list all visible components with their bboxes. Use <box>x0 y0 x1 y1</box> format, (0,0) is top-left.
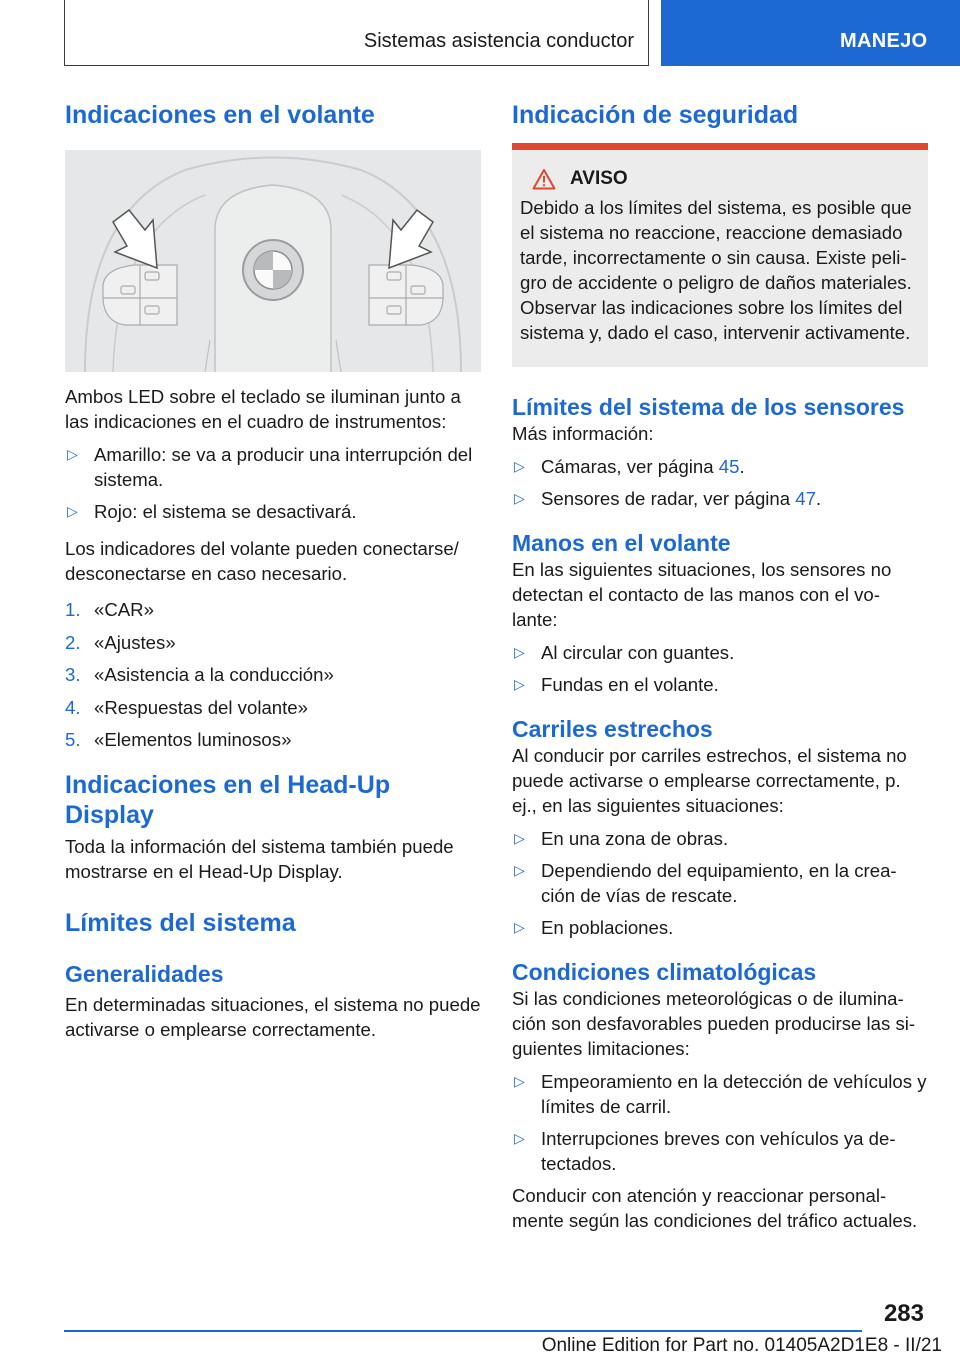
list-item: 1. «CAR» <box>65 599 154 620</box>
left-column <box>65 100 481 1042</box>
heading-general: Generalidades <box>65 961 224 987</box>
paragraph-more-info: Más información: <box>512 423 654 444</box>
paragraph-drive: Conducir con atención y reaccionar personal- mente según las condiciones del tráfico actuales. <box>512 1185 918 1231</box>
list-item: ▷ Sensores de radar, ver página 47. <box>512 486 928 511</box>
footer-divider <box>64 1330 862 1332</box>
list-item: ▷ Fundas en el volante. <box>512 672 928 697</box>
warning-text: Debido a los límites del sistema, es posible que el sistema no reaccione, reaccione demasiado tarde, incorrectamente o sin causa. Existe peli- gro de accidente o peligro de daños materiales. Observar las indicaciones sobre los límites del sistema y, dado el caso, intervenir activamente. <box>520 197 912 343</box>
heading-safety: Indicación de seguridad <box>512 101 799 129</box>
paragraph-leds: Ambos LED sobre el teclado se iluminan junto a las indicaciones en el cuadro de instrumentos: <box>65 386 461 432</box>
list-item: 5. «Elementos luminosos» <box>65 729 292 750</box>
header-chapter-label: MANEJO <box>840 30 928 52</box>
list-item: ▷ Al circular con guantes. <box>512 640 928 665</box>
heading-sensor-limits: Límites del sistema de los sensores <box>512 394 905 420</box>
list-item: 2. «Ajustes» <box>65 631 176 653</box>
menu-steps-list <box>65 597 481 752</box>
list-item: ▷ Empeoramiento en la detección de vehículos y límites de carril. <box>512 1069 928 1119</box>
heading-narrow-lanes: Carriles estrechos <box>512 716 713 742</box>
warning-label: AVISO <box>570 168 628 189</box>
warning-box <box>512 143 928 367</box>
paragraph-lanes: Al conducir por carriles estrechos, el sistema no puede activarse o emplearse correctamente, p. ej., en las siguientes situaciones: <box>512 745 907 816</box>
heading-system-limits: Límites del sistema <box>65 909 296 937</box>
header-section-box <box>64 0 649 66</box>
list-item: ▷ En poblaciones. <box>512 915 928 940</box>
page-link-47[interactable]: 47 <box>795 488 816 509</box>
list-item: ▷ En una zona de obras. <box>512 826 928 851</box>
list-item: 3. «Asistencia a la conducción» <box>65 664 334 685</box>
paragraph-general: En determinadas situaciones, el sistema no puede activarse o emplearse correctamente. <box>65 994 481 1040</box>
list-item: 4. «Respuestas del volante» <box>65 696 308 718</box>
list-item: ▷ Dependiendo del equipamiento, en la crea- ción de vías de rescate. <box>512 858 928 908</box>
header-chapter-tab[interactable] <box>661 0 960 66</box>
paragraph-connect: Los indicadores del volante pueden conectarse/ desconectarse en caso necesario. <box>65 538 459 584</box>
paragraph-hud: Toda la información del sistema también puede mostrarse en el Head-Up Display. <box>65 836 454 882</box>
right-column <box>512 100 928 1233</box>
led-color-list <box>65 442 481 524</box>
header-section-title: Sistemas asistencia conductor <box>363 30 634 52</box>
page-link-45[interactable]: 45 <box>718 456 740 477</box>
page-number: 283 <box>883 1300 924 1327</box>
weather-list <box>512 1069 928 1176</box>
list-item: ▷ Interrupciones breves con vehículos ya de- tectados. <box>512 1126 928 1176</box>
warning-triangle-icon <box>532 168 556 190</box>
paragraph-hands: En las siguientes situaciones, los sensores no detectan el contacto de las manos con el vo- lante: <box>512 559 892 630</box>
heading-hands-on-wheel: Manos en el volante <box>512 530 731 556</box>
heading-weather: Condiciones climatológicas <box>512 959 817 985</box>
list-item: ▷ Cámaras, ver página 45. <box>512 454 928 479</box>
lanes-list <box>512 826 928 940</box>
list-item: ▷ Amarillo: se va a producir una interrupción del sistema. <box>65 442 481 492</box>
heading-steering-indications: Indicaciones en el volante <box>65 101 375 129</box>
heading-hud: Indicaciones en el Head-Up Display <box>65 771 391 829</box>
steering-wheel-image <box>65 150 481 372</box>
footer-edition: Online Edition for Part no. 01405A2D1E8 - II/21 <box>541 1335 942 1356</box>
sensor-list <box>512 454 928 511</box>
hands-list <box>512 640 928 697</box>
paragraph-weather: Si las condiciones meteorológicas o de ilumina- ción son desfavorables pueden producirse las si- guientes limitaciones: <box>512 988 916 1059</box>
list-item: ▷ Rojo: el sistema se desactivará. <box>65 499 481 524</box>
